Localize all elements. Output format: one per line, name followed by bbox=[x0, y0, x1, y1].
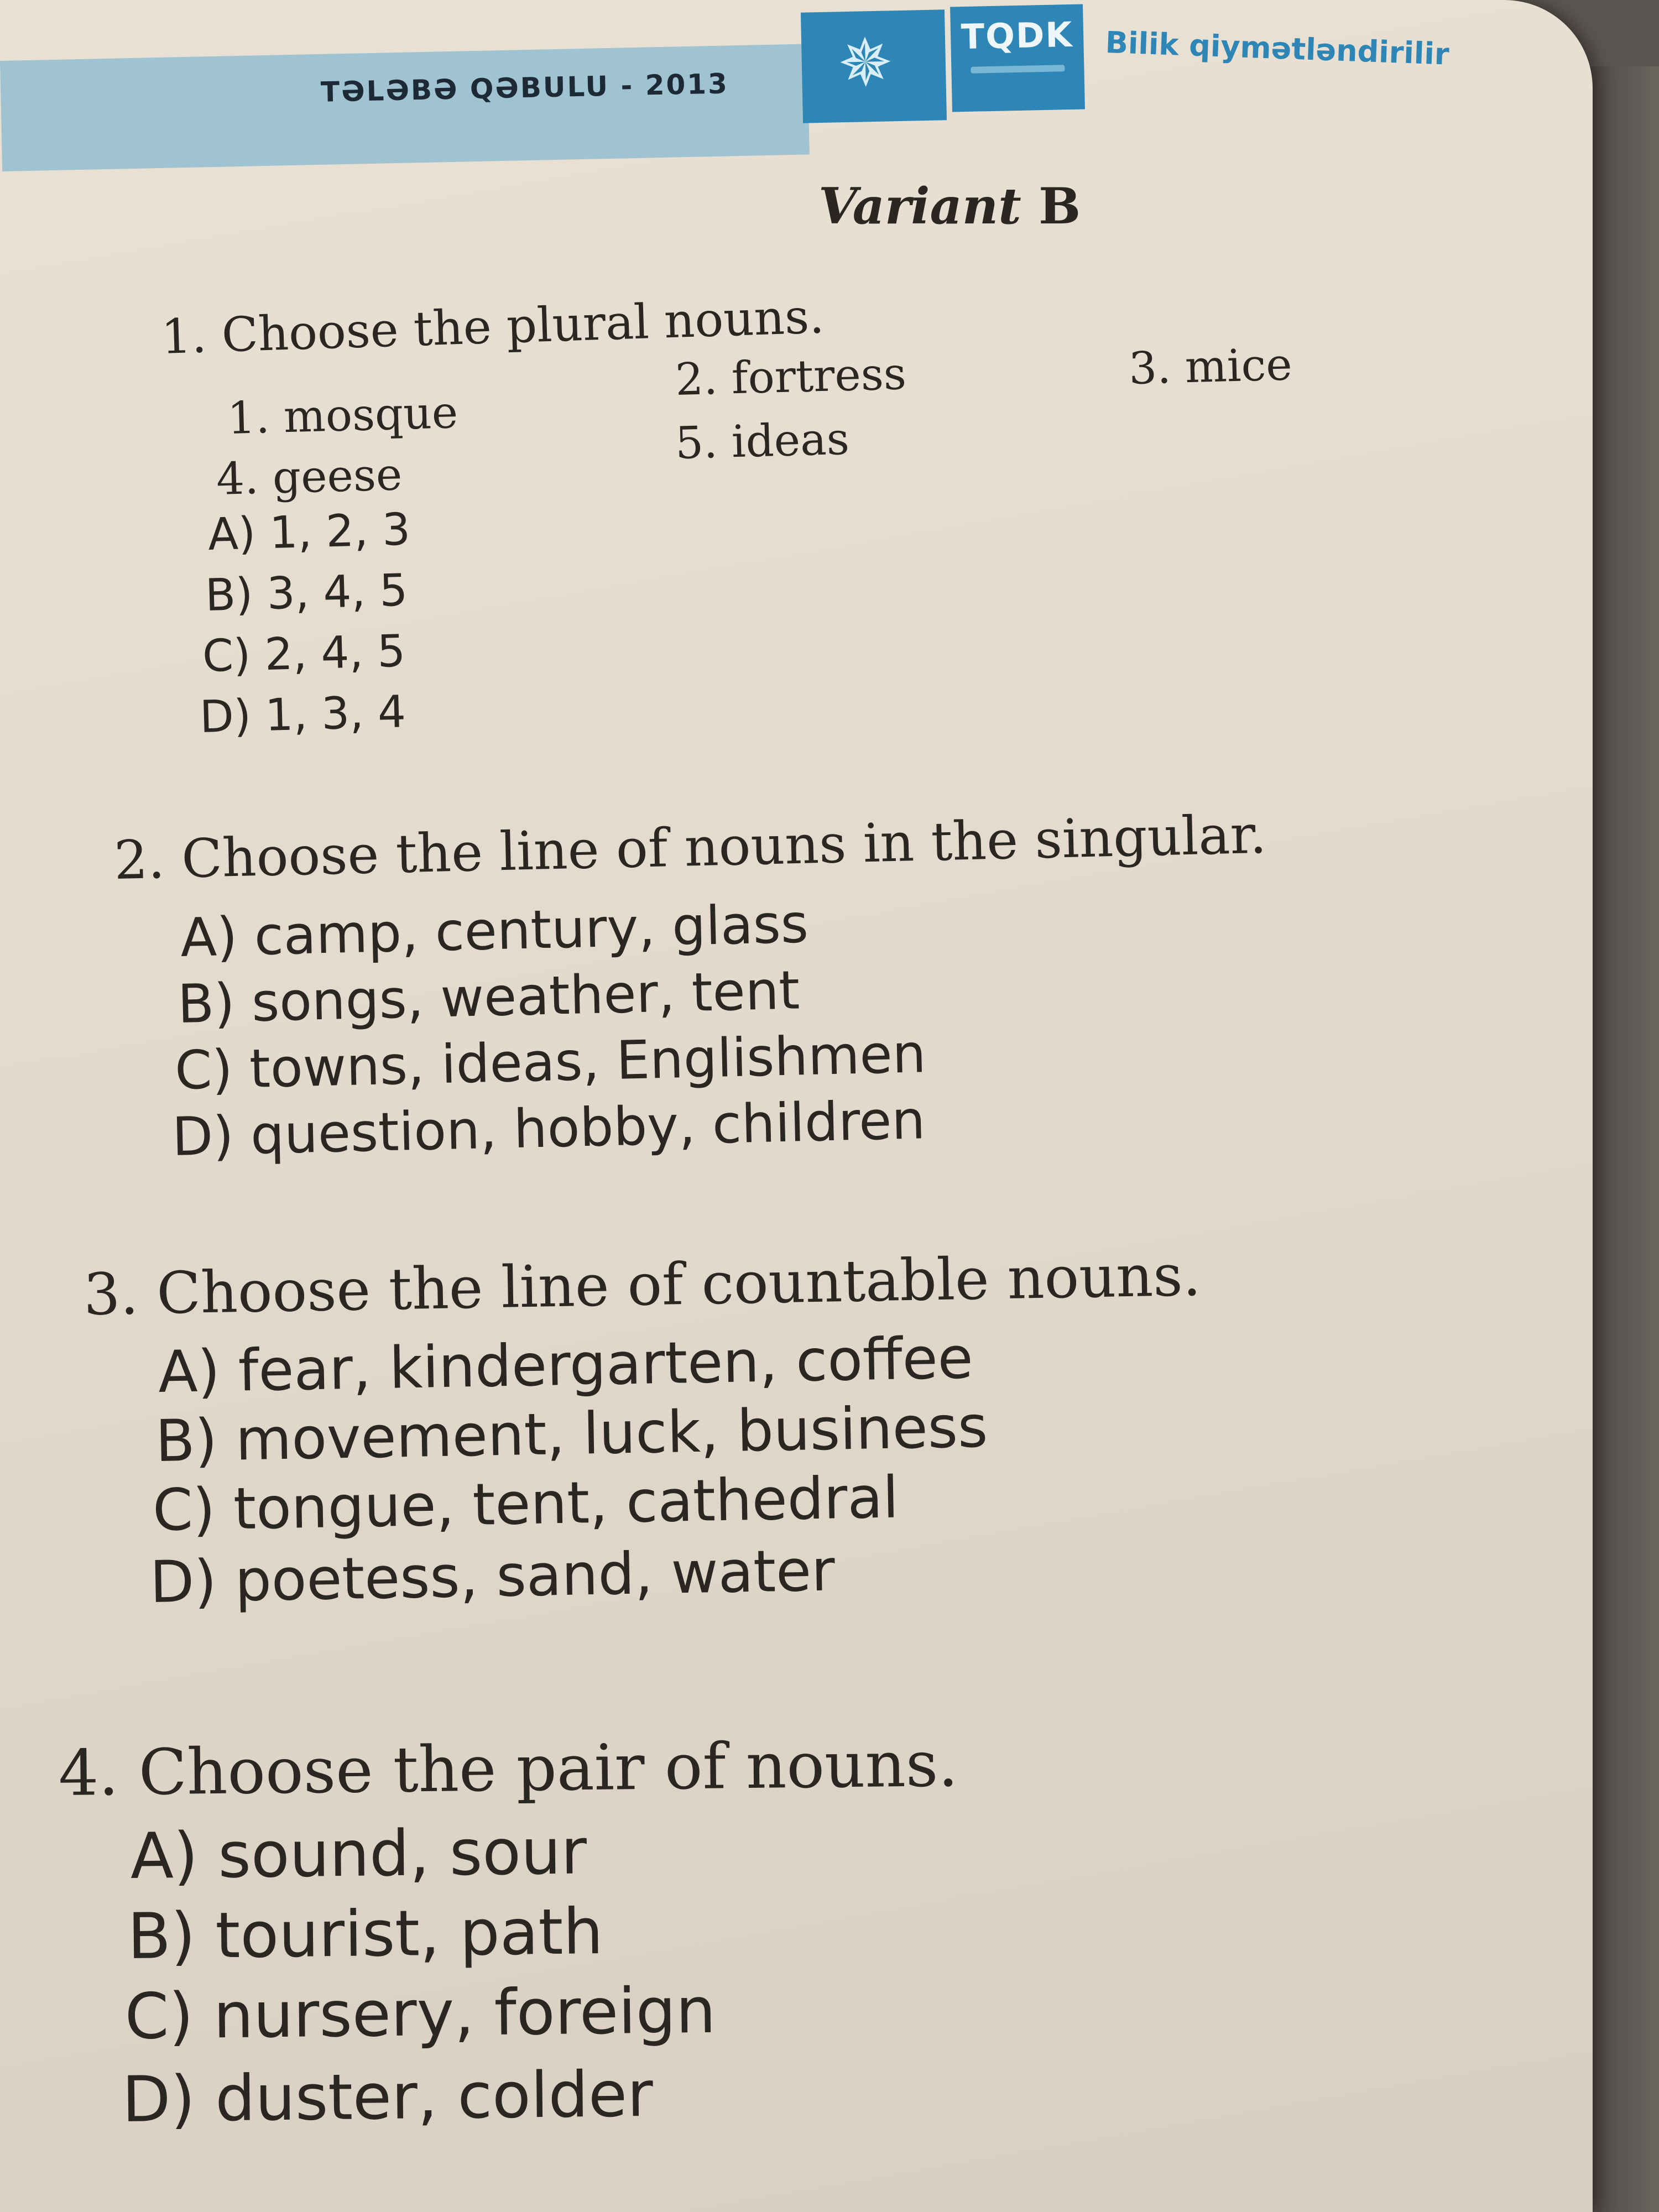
question-4-text: 4. Choose the pair of nouns. bbox=[58, 1726, 959, 1810]
q1-option-a[interactable]: A) 1, 2, 3 bbox=[207, 503, 411, 560]
q2-option-a[interactable]: A) camp, century, glass bbox=[180, 893, 809, 969]
q2-option-d[interactable]: D) question, hobby, children bbox=[171, 1089, 926, 1168]
q4-option-c[interactable]: C) nursery, foreign bbox=[124, 1973, 717, 2053]
agency-badge bbox=[950, 4, 1085, 112]
q1-item-1: 1. mosque bbox=[227, 387, 459, 444]
q1-item-2: 2. fortress bbox=[675, 348, 907, 405]
variant-letter: B bbox=[1039, 177, 1081, 236]
q1-option-c[interactable]: C) 2, 4, 5 bbox=[202, 625, 406, 682]
q3-option-a[interactable]: A) fear, kindergarten, coffee bbox=[158, 1324, 974, 1406]
book-page-edge bbox=[1587, 66, 1659, 2212]
q1-item-4: 4. geese bbox=[216, 448, 403, 505]
q2-option-b[interactable]: B) songs, weather, tent bbox=[177, 959, 801, 1035]
header-title: TƏLƏBƏ QƏBULU - 2013 bbox=[320, 67, 729, 108]
q1-option-d[interactable]: D) 1, 3, 4 bbox=[199, 686, 406, 743]
agency-subtext-line bbox=[971, 65, 1065, 74]
q3-option-d[interactable]: D) poetess, sand, water bbox=[149, 1536, 836, 1616]
q1-option-b[interactable]: B) 3, 4, 5 bbox=[205, 564, 409, 621]
q4-option-d[interactable]: D) duster, colder bbox=[122, 2057, 654, 2136]
q3-option-b[interactable]: B) movement, luck, business bbox=[155, 1392, 989, 1475]
header-band bbox=[0, 44, 810, 171]
logo-box bbox=[801, 9, 947, 123]
question-3-text: 3. Choose the line of countable nouns. bbox=[83, 1241, 1202, 1328]
agency-name: TQDK bbox=[961, 14, 1074, 58]
question-2-text: 2. Choose the line of nouns in the singular. bbox=[113, 803, 1267, 891]
q1-item-3: 3. mice bbox=[1128, 338, 1293, 394]
q2-option-c[interactable]: C) towns, ideas, Englishmen bbox=[174, 1022, 927, 1102]
q3-option-c[interactable]: C) tongue, tent, cathedral bbox=[152, 1463, 900, 1544]
question-1-text: 1. Choose the plural nouns. bbox=[160, 289, 825, 365]
variant-heading bbox=[818, 177, 1081, 236]
variant-word: Variant bbox=[818, 177, 1021, 236]
q4-option-b[interactable]: B) tourist, path bbox=[127, 1894, 604, 1973]
star-emblem-icon: ✵ bbox=[837, 24, 894, 103]
q1-item-5: 5. ideas bbox=[675, 413, 850, 469]
q4-option-a[interactable]: A) sound, sour bbox=[130, 1814, 587, 1893]
header-tagline: Bilik qiymətləndirilir bbox=[1104, 25, 1450, 72]
